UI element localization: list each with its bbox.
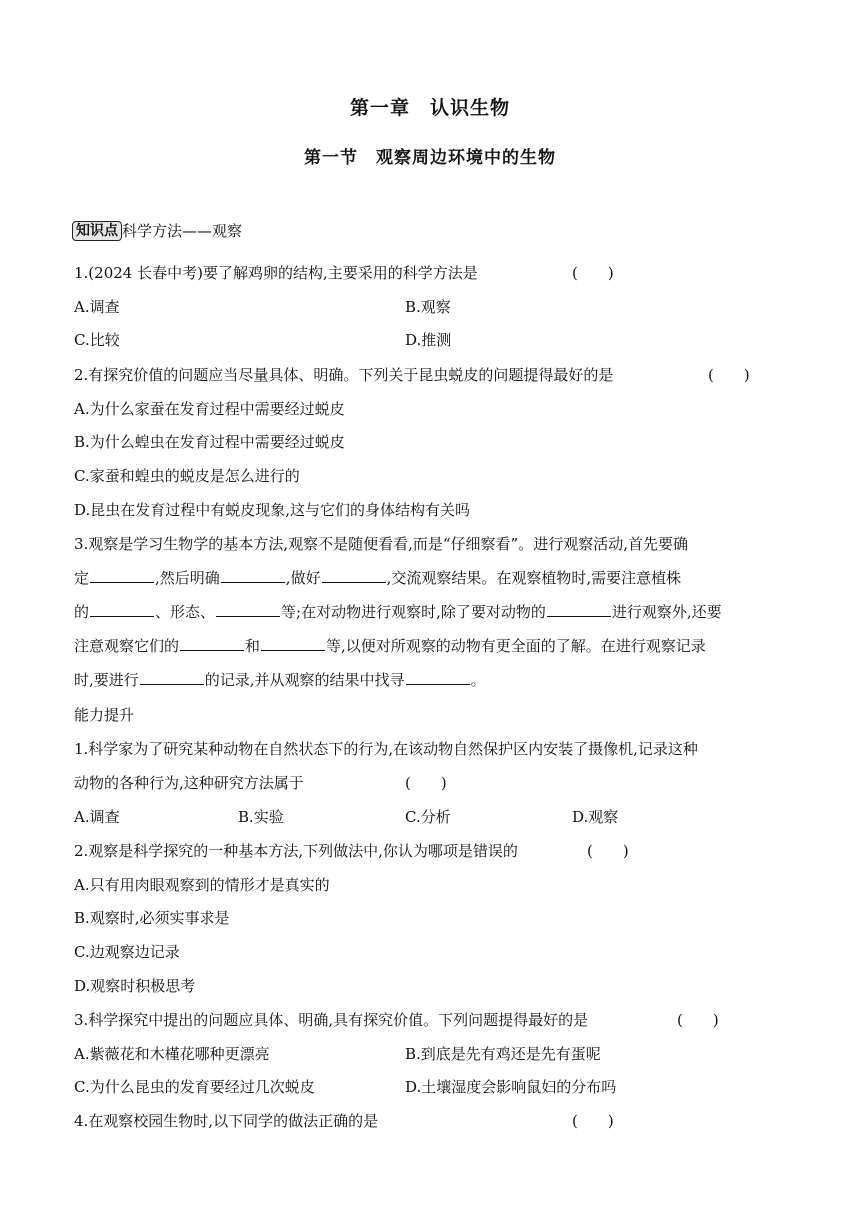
ability-question-3-stem: 3.科学探究中提出的问题应具体、明确,具有探究价值。下列问题提得最好的是 [74, 1011, 589, 1029]
fill-blank[interactable] [90, 568, 154, 583]
text-segment: 等;在对动物进行观察时,除了要对动物的 [281, 603, 546, 621]
question-3-line-4 [74, 635, 706, 656]
knowledge-point-badge: 知识点 [72, 221, 122, 241]
ability-question-1-line-1: 1.科学家为了研究某种动物在自然状态下的行为,在该动物自然保护区内安装了摄像机,记录这种 [74, 740, 698, 758]
fill-blank[interactable] [216, 602, 280, 617]
ability-question-4-stem: 4.在观察校园生物时,以下同学的做法正确的是 [74, 1112, 379, 1130]
ability-question-3-option-d: D.土壤湿度会影响鼠妇的分布吗 [405, 1078, 617, 1096]
text-segment: 、形态、 [155, 603, 216, 621]
answer-bracket: ( ) [708, 366, 750, 384]
text-segment: 时,要进行 [74, 671, 139, 689]
fill-blank[interactable] [406, 670, 470, 685]
text-segment: 等,以便对所观察的动物有更全面的了解。在进行观察记录 [326, 637, 706, 655]
text-segment: ,交流观察结果。在观察植物时,需要注意植株 [386, 569, 682, 587]
fill-blank[interactable] [221, 568, 285, 583]
ability-question-3-option-a: A.紫薇花和木槿花哪种更漂亮 [74, 1045, 270, 1063]
ability-question-1-option-d: D.观察 [572, 808, 619, 826]
question-3-line-2 [74, 567, 681, 588]
text-segment: ,然后明确 [155, 569, 220, 587]
question-2-option-b: B.为什么蝗虫在发育过程中需要经过蜕皮 [74, 433, 345, 451]
text-segment: 的 [74, 603, 90, 621]
text-segment: ,做好 [285, 569, 321, 587]
answer-bracket: ( ) [405, 774, 447, 792]
knowledge-point-topic: 科学方法——观察 [122, 222, 243, 240]
ability-question-1-option-b: B.实验 [238, 808, 284, 826]
fill-blank[interactable] [90, 602, 154, 617]
ability-question-2-option-b: B.观察时,必须实事求是 [74, 909, 230, 927]
question-3-line-3 [74, 601, 722, 622]
answer-bracket: ( ) [572, 264, 614, 282]
question-3-line-1: 3.观察是学习生物学的基本方法,观察不是随便看看,而是“仔细察看”。进行观察活动,首先要确 [74, 535, 688, 553]
answer-bracket: ( ) [677, 1011, 719, 1029]
section-title: 第一节 观察周边环境中的生物 [304, 148, 556, 168]
text-segment: 定 [74, 569, 90, 587]
ability-question-2-option-d: D.观察时积极思考 [74, 977, 196, 995]
text-segment: 注意观察它们的 [74, 637, 180, 655]
fill-blank[interactable] [180, 636, 244, 651]
ability-question-2-stem: 2.观察是科学探究的一种基本方法,下列做法中,你认为哪项是错误的 [74, 842, 518, 860]
fill-blank[interactable] [140, 670, 204, 685]
question-1-option-c: C.比较 [74, 331, 120, 349]
chapter-title: 第一章 认识生物 [349, 97, 510, 119]
knowledge-point-header [72, 220, 242, 241]
question-1-stem: 1.(2024 长春中考)要了解鸡卵的结构,主要采用的科学方法是 [74, 264, 478, 282]
ability-question-1-option-c: C.分析 [405, 808, 451, 826]
text-segment: 。 [470, 671, 486, 689]
ability-question-3-option-c: C.为什么昆虫的发育要经过几次蜕皮 [74, 1078, 315, 1096]
ability-question-2-option-c: C.边观察边记录 [74, 943, 180, 961]
question-1-option-a: A.调查 [74, 298, 120, 316]
fill-blank[interactable] [322, 568, 386, 583]
answer-bracket: ( ) [587, 842, 629, 860]
fill-blank[interactable] [547, 602, 611, 617]
text-segment: 和 [245, 637, 261, 655]
text-segment: 的记录,并从观察的结果中找寻 [204, 671, 405, 689]
ability-heading: 能力提升 [74, 706, 135, 724]
answer-bracket: ( ) [572, 1112, 614, 1130]
ability-question-3-option-b: B.到底是先有鸡还是先有蛋呢 [405, 1045, 601, 1063]
question-2-option-a: A.为什么家蚕在发育过程中需要经过蜕皮 [74, 400, 345, 418]
question-1-option-d: D.推测 [405, 331, 452, 349]
ability-question-1-option-a: A.调查 [74, 808, 120, 826]
question-2-option-c: C.家蚕和蝗虫的蜕皮是怎么进行的 [74, 467, 300, 485]
question-2-stem: 2.有探究价值的问题应当尽量具体、明确。下列关于昆虫蜕皮的问题提得最好的是 [74, 366, 614, 384]
question-1-option-b: B.观察 [405, 298, 451, 316]
fill-blank[interactable] [261, 636, 325, 651]
question-2-option-d: D.昆虫在发育过程中有蜕皮现象,这与它们的身体结构有关吗 [74, 501, 471, 519]
ability-question-1-line-2: 动物的各种行为,这种研究方法属于 [74, 774, 304, 792]
text-segment: 进行观察外,还要 [611, 603, 722, 621]
ability-question-2-option-a: A.只有用肉眼观察到的情形才是真实的 [74, 876, 330, 894]
question-3-line-5 [74, 669, 486, 690]
